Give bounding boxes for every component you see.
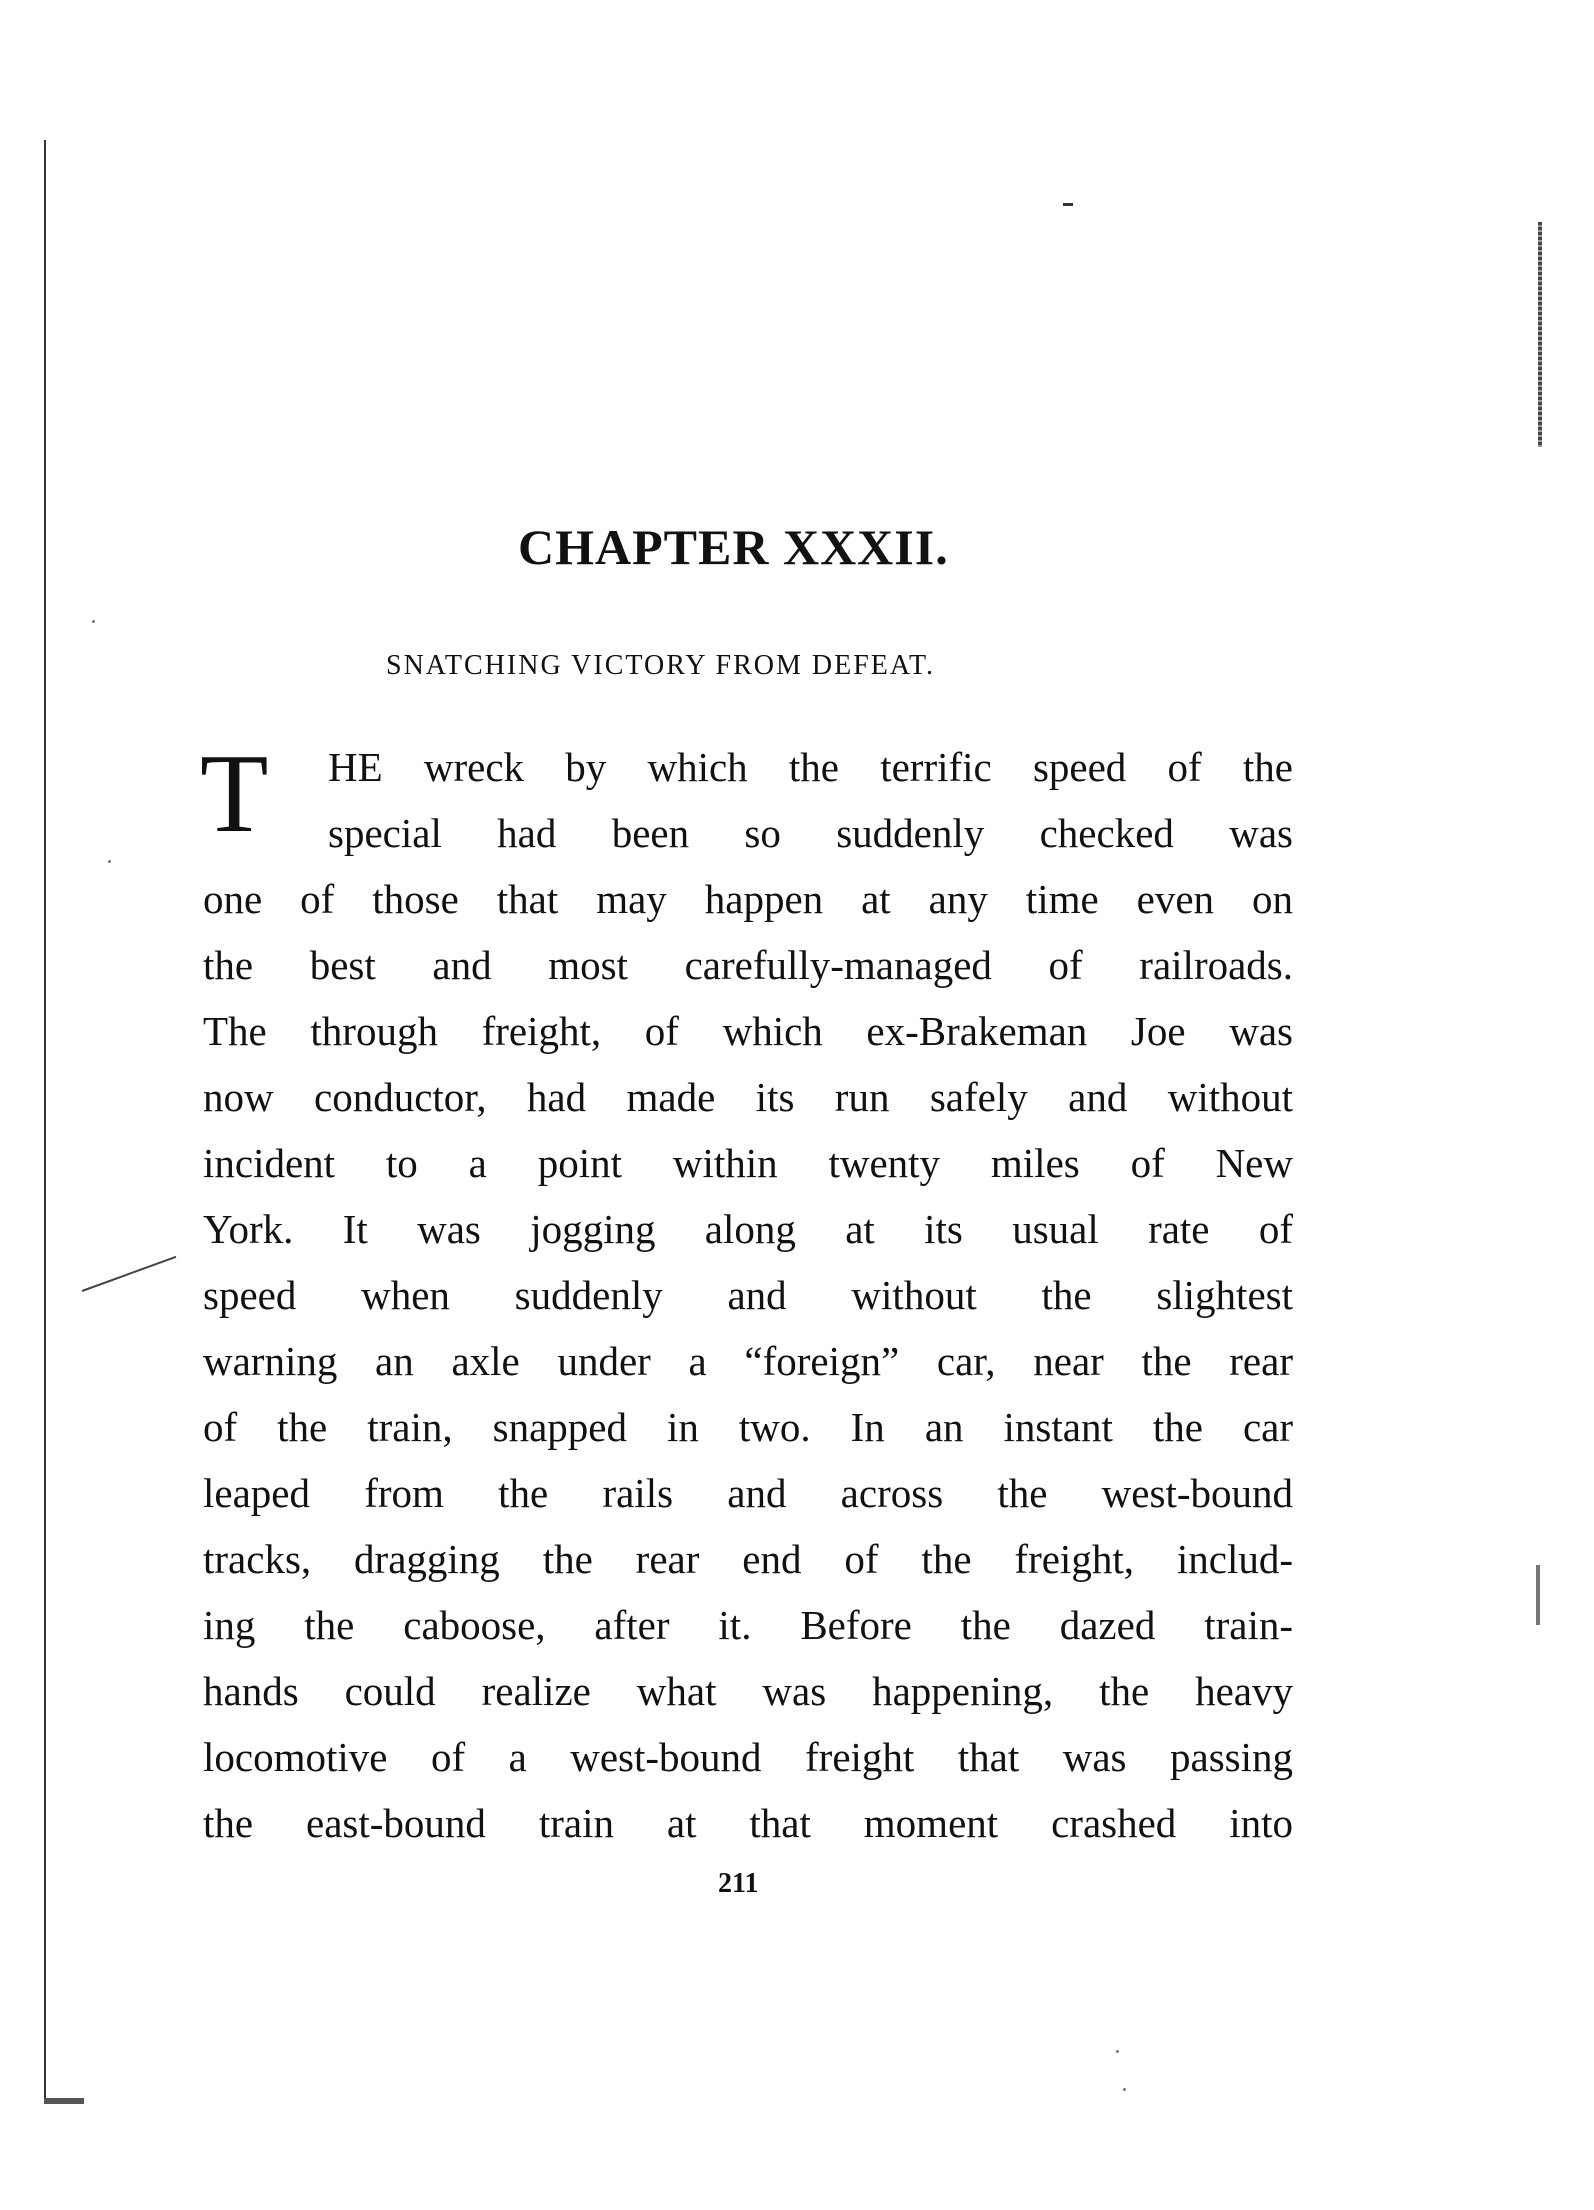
binding-edge-smudge	[44, 2098, 84, 2104]
text-line: HE wreck by which the terrific speed of the	[328, 744, 1293, 790]
text-line: one of those that may happen at any time even on	[203, 876, 1293, 922]
stray-pencil-stroke	[82, 1256, 177, 1292]
scan-speck	[1116, 2050, 1119, 2053]
text-line: hands could realize what was happening, the heavy	[203, 1668, 1293, 1714]
page-number: 211	[718, 1868, 759, 1899]
binding-edge-line	[44, 140, 46, 2100]
text-line: warning an axle under a “foreign” car, near the rear	[203, 1338, 1293, 1384]
text-line: special had been so suddenly checked was	[328, 810, 1293, 856]
drop-cap: T	[200, 732, 269, 856]
text-line: the east-bound train at that moment crashed into	[203, 1800, 1293, 1846]
text-line: tracks, dragging the rear end of the freight, includ-	[203, 1536, 1293, 1582]
scan-speck	[1063, 203, 1073, 206]
text-line: locomotive of a west-bound freight that was passing	[203, 1734, 1293, 1780]
text-line: now conductor, had made its run safely and without	[203, 1074, 1293, 1120]
text-line: York. It was jogging along at its usual rate of	[203, 1206, 1293, 1252]
scan-edge-mark	[1538, 222, 1542, 447]
scan-speck	[1123, 2088, 1126, 2091]
text-line: the best and most carefully-managed of railroads.	[203, 942, 1293, 988]
scan-speck	[92, 620, 95, 623]
text-line: incident to a point within twenty miles of New	[203, 1140, 1293, 1186]
text-line: The through freight, of which ex-Brakeman Joe was	[203, 1008, 1293, 1054]
scan-speck	[108, 860, 111, 863]
text-line: ing the caboose, after it. Before the dazed train-	[203, 1602, 1293, 1648]
text-line: of the train, snapped in two. In an instant the car	[203, 1404, 1293, 1450]
text-line: leaped from the rails and across the west-bound	[203, 1470, 1293, 1516]
scan-edge-mark-lower	[1536, 1565, 1540, 1625]
chapter-title: CHAPTER XXXII.	[518, 519, 949, 575]
chapter-subtitle: SNATCHING VICTORY FROM DEFEAT.	[386, 650, 936, 681]
text-line: speed when suddenly and without the slightest	[203, 1272, 1293, 1318]
